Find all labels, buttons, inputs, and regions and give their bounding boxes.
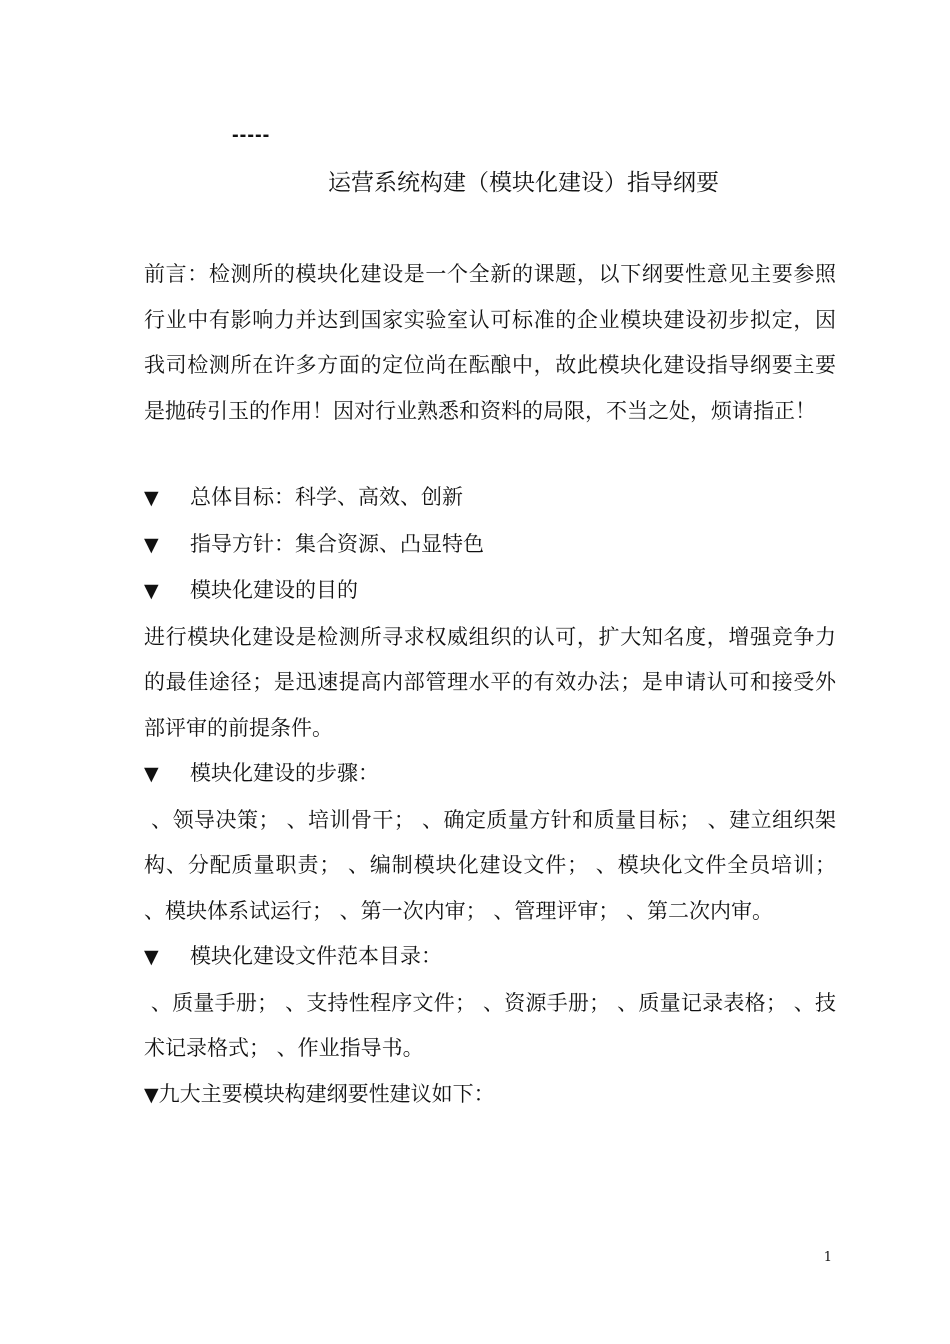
policy-text: 指导方针：集合资源、凸显特色 bbox=[190, 531, 484, 556]
purpose-heading-text: 模块化建设的目的 bbox=[190, 578, 358, 602]
goal-text: 总体目标：科学、高效、创新 bbox=[190, 485, 463, 509]
triangle-down-icon: ▼ bbox=[144, 763, 159, 785]
policy-item bbox=[144, 522, 836, 569]
dash-mark: ----- bbox=[232, 124, 271, 146]
page-number: 1 bbox=[823, 1250, 832, 1265]
docs-paragraph: 、质量手册； 、支持性程序文件； 、资源手册； 、质量记录表格； 、技术记录格式； 、作业指导书。 bbox=[144, 990, 836, 1060]
nine-modules-text: 九大主要模块构建纲要性建议如下： bbox=[158, 1081, 495, 1106]
document-title: 运营系统构建（模块化建设）指导纲要 bbox=[328, 170, 719, 196]
steps-heading-text: 模块化建设的步骤： bbox=[190, 761, 379, 785]
steps-heading bbox=[144, 751, 836, 798]
triangle-down-icon: ▼ bbox=[144, 946, 159, 968]
triangle-down-icon: ▼ bbox=[144, 487, 159, 509]
docs-heading-text: 模块化建设文件范本目录： bbox=[190, 944, 442, 968]
goal-item bbox=[144, 475, 836, 522]
spacer bbox=[144, 434, 836, 475]
purpose-paragraph: 进行模块化建设是检测所寻求权威组织的认可，扩大知名度，增强竞争力的最佳途径；是迅速提高内部管理水平的有效办法；是申请认可和接受外部评审的前提条件。 bbox=[144, 624, 836, 740]
nine-modules-heading bbox=[144, 1072, 836, 1119]
document-body bbox=[144, 252, 843, 1118]
triangle-down-icon: ▼ bbox=[144, 1083, 159, 1106]
docs-heading bbox=[144, 934, 836, 981]
steps-paragraph: 、领导决策； 、培训骨干； 、确定质量方针和质量目标； 、建立组织架构、分配质量职责； 、编制模块化建设文件； 、模块化文件全员培训； 、模块体系试运行； 、第一次内审； 、管理评审； 、第二次内审。 bbox=[144, 807, 843, 923]
triangle-down-icon: ▼ bbox=[144, 580, 159, 602]
triangle-down-icon: ▼ bbox=[144, 533, 159, 556]
preface-paragraph: 前言：检测所的模块化建设是一个全新的课题，以下纲要性意见主要参照行业中有影响力并达到国家实验室认可标准的企业模块建设初步拟定，因我司检测所在许多方面的定位尚在酝酿中，故此模块化建设指导纲要主要是抛砖引玉的作用！因对行业熟悉和资料的局限，不当之处，烦请指正！ bbox=[144, 262, 836, 423]
purpose-heading bbox=[144, 568, 836, 615]
